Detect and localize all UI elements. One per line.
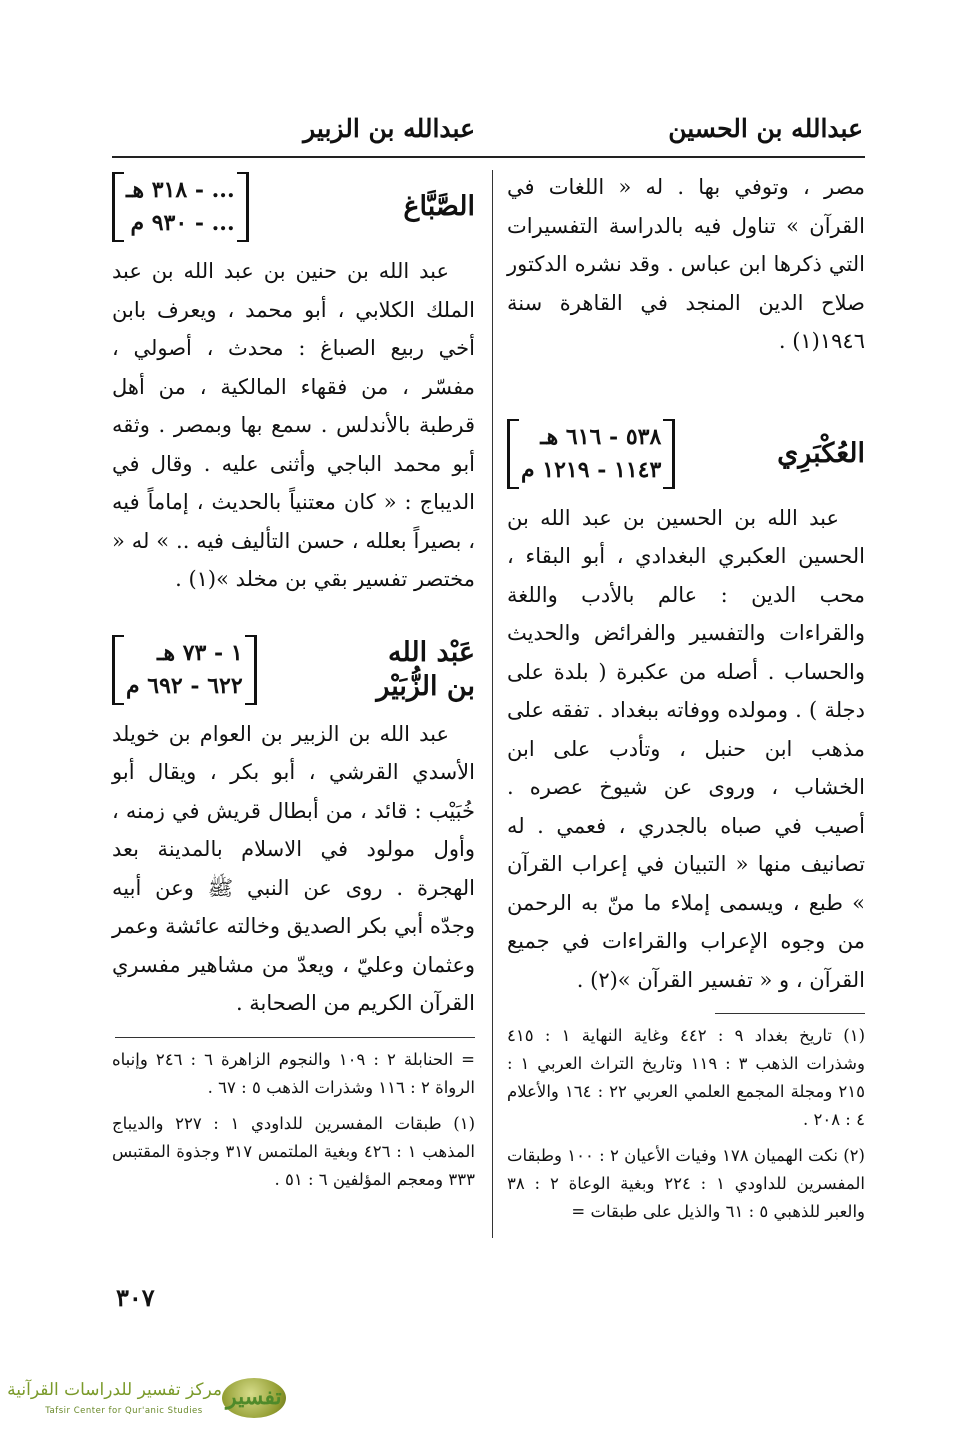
entry-dates — [507, 419, 675, 489]
tafsir-center-logo — [7, 1378, 292, 1426]
logo-english-name: Tafsir Center for Qur'anic Studies — [45, 1406, 203, 1416]
entry-body: عبد الله بن الزبير بن العوام بن خويلد الأسدي القرشي ، أبو بكر ، ويقال أبو خُبَيْب : قائد ، من أبطال قريش في زمنه ، وأول مولود في الاسلام بالمدينة بعد الهجرة . روى عن النبي ﷺ وعن أبيه وجدّه أبي بكر الصديق وخالته عائشة وعمر وعثمان وعليّ ، ويعدّ من مشاهير مفسري القرآن الكريم من الصحابة . — [112, 721, 475, 1015]
logo-word: تفسير — [226, 1384, 282, 1410]
right-column — [507, 168, 865, 1234]
footnote: (١) طبقات المفسرين للداودي ١ : ٢٢٧ والديباج المذهب ١ : ٤٢٦ وبغية الملتمس ٣١٧ وجذوة المقتبس ٣٣٣ ومعجم المؤلفين ٦ : ٥١ . — [112, 1113, 475, 1189]
entry-header-ukbari — [507, 419, 865, 489]
running-header-right: عبدالله بن الحسين — [668, 114, 863, 143]
entry-title-line: عَبْد الله — [388, 636, 475, 668]
gregorian-dates: ٦٢٢ - ٦٩٢ م — [126, 672, 243, 699]
entry-dates — [112, 172, 249, 242]
page-number: ٣٠٧ — [116, 1283, 155, 1312]
entry-title: العُكْبَرِي — [777, 437, 865, 469]
footnote: = الحنابلة ٢ : ١٠٩ والنجوم الزاهرة ٦ : ٢٤٦ وإنباه الرواة ٢ : ١١٦ وشذرات الذهب ٥ : ٦٧ . — [112, 1049, 475, 1097]
entry-title: الصَّبَّاغ — [403, 191, 475, 223]
hijri-dates: ١ - ٧٣ هـ — [157, 639, 243, 666]
entry-title — [376, 636, 475, 704]
footnote-rule — [115, 1037, 475, 1038]
entry-body: عبد الله بن الحسين بن عبد الله بن الحسين العكبري البغدادي ، أبو البقاء ، محب الدين : عالم بالأدب واللغة والقراءات والتفسير والفرائض والحديث والحساب . أصله من عكبرة ( بلدة على دجلة ) . ومولده ووفاته ببغداد . تفقه على مذهب ابن حنبل ، وتأدب على ابن الخشاب ، وروى عن شيوخ عصره . أصيب في صباه بالجدري ، فعمي . له تصانيف منها « التبيان في إعراب القرآن » طبع ، ويسمى إملاء ما منّ به الرحمن من وجوه الإعراب والقراءات في جميع القرآن ، و « تفسير القرآن »(٢) . — [507, 505, 865, 992]
logo-arabic-name: مركز تفسير للدراسات القرآنية — [7, 1380, 222, 1400]
footnote: (١) تاريخ بغداد ٩ : ٤٤٢ وغاية النهاية ١ : ٤١٥ وشذرات الذهب ٣ : ١١٩ وتاريخ التراث العربي ١ : ٢١٥ ومجلة المجمع العلمي العربي ٢٢ : ١٦٤ والأعلام ٤ : ٢٠٨ . — [507, 1026, 865, 1129]
column-separator — [492, 170, 493, 1238]
entry-title-line: بن الزُّبَيْر — [376, 670, 475, 702]
entry-header-ibn-zubayr — [112, 635, 475, 705]
entry-header-sabbagh — [112, 172, 475, 242]
left-column — [112, 168, 475, 1202]
running-header-left: عبدالله بن الزبير — [303, 114, 475, 143]
gregorian-dates: ... - ٩٣٠ م — [130, 210, 235, 236]
footnote: (٢) نكت الهميان ١٧٨ وفيات الأعيان ٢ : ١٠٠ وطبقات المفسرين للداودي ١ : ٢٢٤ وبغية الوعاة ٢ : ٣٨ والعبر للذهبي ٥ : ٦١ والذيل على طبقات = — [507, 1146, 866, 1221]
continuation-text: مصر ، وتوفي بها . له « اللغات في القرآن » تناول فيه بالدراسة التفسيرات التي ذكرها ابن عباس . وقد نشره الدكتور صلاح الدين المنجد في القاهرة سنة ١٩٤٦(١) . — [507, 175, 865, 353]
hijri-dates: ٥٣٨ - ٦١٦ هـ — [540, 423, 662, 450]
header-rule — [112, 156, 865, 158]
entry-dates — [112, 635, 257, 705]
footnote-rule — [715, 1013, 865, 1014]
gregorian-dates: ١١٤٣ - ١٢١٩ م — [521, 456, 662, 483]
hijri-dates: ... - ٣١٨ هـ — [126, 177, 235, 203]
entry-body: عبد الله بن حنين بن عبد الله بن عبد الملك الكلابي ، أبو محمد ، ويعرف بابن أخي ربيع الصباغ : محدث ، أصولي ، مفسّر ، من فقهاء المالكية ، من أهل قرطبة بالأندلس . سمع بها وبمصر . وثقه أبو محمد الباجي وأثنى عليه . وقال في الديباج : « كان معتنياً بالحديث ، إماماً فيه ، بصيراً بعلله ، حسن التأليف فيه .. » له « مختصر تفسير بقي بن مخلد »(١) . — [112, 259, 475, 591]
